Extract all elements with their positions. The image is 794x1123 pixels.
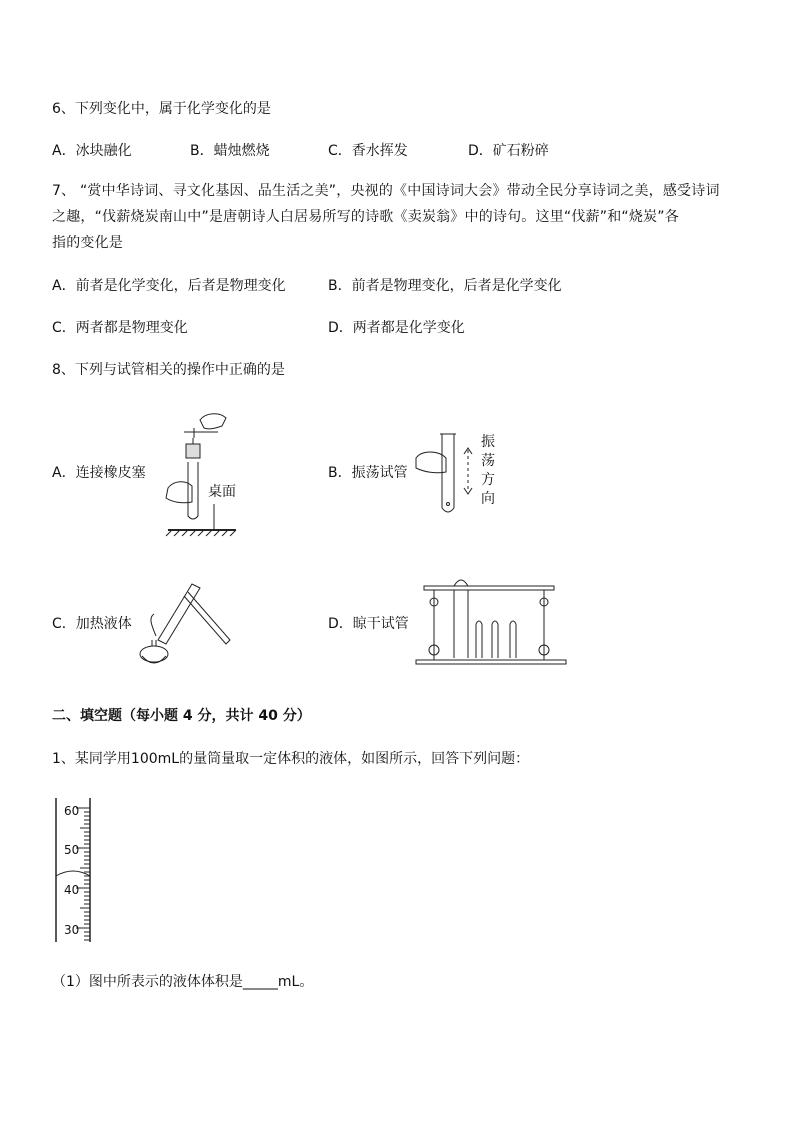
figure-b-shaking-illustration [414,428,474,518]
q7-option-d: D．两者都是化学变化 [328,320,465,336]
direction-char: 荡 [481,453,495,469]
section2-title: 二、填空题（每小题 4 分，共计 40 分） [52,708,311,724]
q8-stem: 8、下列与试管相关的操作中正确的是 [52,362,285,378]
q7-option-a: A．前者是化学变化，后者是物理变化 [52,278,286,294]
figure-a-table-label: 桌面 [208,484,236,500]
q6-option-d: D．矿石粉碎 [468,143,549,159]
inverted-tube-icon [454,580,468,586]
q8-option-d: D．晾干试管 [328,616,409,632]
q7-stem-line1: 7、 “赏中华诗词、寻文化基因、品生活之美”，央视的《中国诗词大会》带动全民分享诗词之美，感受诗词 [52,183,720,199]
fill1-sub1: （1）图中所表示的液体体积是_____mL。 [52,974,314,990]
q6-stem: 6、下列变化中，属于化学变化的是 [52,101,271,117]
cylinder-tick-label: 50 [64,843,80,857]
direction-char: 振 [481,434,495,450]
glass-tube-icon [184,428,218,438]
drying-tube-icon [492,621,498,658]
direction-char: 向 [481,491,495,507]
figure-c-heating-illustration [134,578,234,668]
flame-icon [151,614,156,636]
direction-char: 方 [481,472,495,488]
q7-stem-line2: 之趣，“伐薪烧炭南山中”是唐朝诗人白居易所写的诗歌《卖炭翁》中的诗句。这里“伐薪”和“烧炭”各 [52,209,679,225]
rack-top-bar [424,586,554,590]
cylinder-tick-label: 30 [64,923,80,937]
q7-stem-line3: 指的变化是 [52,235,123,251]
q7-option-b: B．前者是物理变化，后者是化学变化 [328,278,562,294]
drying-tube-icon [476,621,482,658]
cylinder-tick-label: 60 [64,804,80,818]
q8-option-b: B．振荡试管 [328,465,408,481]
q8-option-c: C．加热液体 [52,616,132,632]
rubber-stopper-icon [186,444,200,458]
test-tube-icon [442,434,454,512]
q6-option-a: A．冰块融化 [52,143,132,159]
q8-option-a: A．连接橡皮塞 [52,465,146,481]
q7-option-c: C．两者都是物理变化 [52,320,188,336]
figure-b-direction-label [481,433,495,509]
figure-d-drying-rack-illustration [414,578,564,668]
cylinder-tick-label: 40 [64,883,80,897]
rack-base [416,660,566,664]
upper-hand-icon [200,414,226,429]
test-tube-icon [158,584,200,644]
fill1-stem: 1、某同学用100mL的量筒量取一定体积的液体，如图所示，回答下列问题： [52,751,530,767]
q7-stem [52,178,746,256]
drying-tube-icon [510,621,516,658]
test-tube-icon [188,462,198,519]
q6-option-b: B．蜡烛燃烧 [190,143,270,159]
graduated-cylinder-illustration [52,796,112,946]
alcohol-lamp-icon [140,646,168,662]
figure-a-stopper-illustration [148,408,238,533]
tube-holder-icon [184,592,230,644]
q6-option-c: C．香水挥发 [328,143,408,159]
